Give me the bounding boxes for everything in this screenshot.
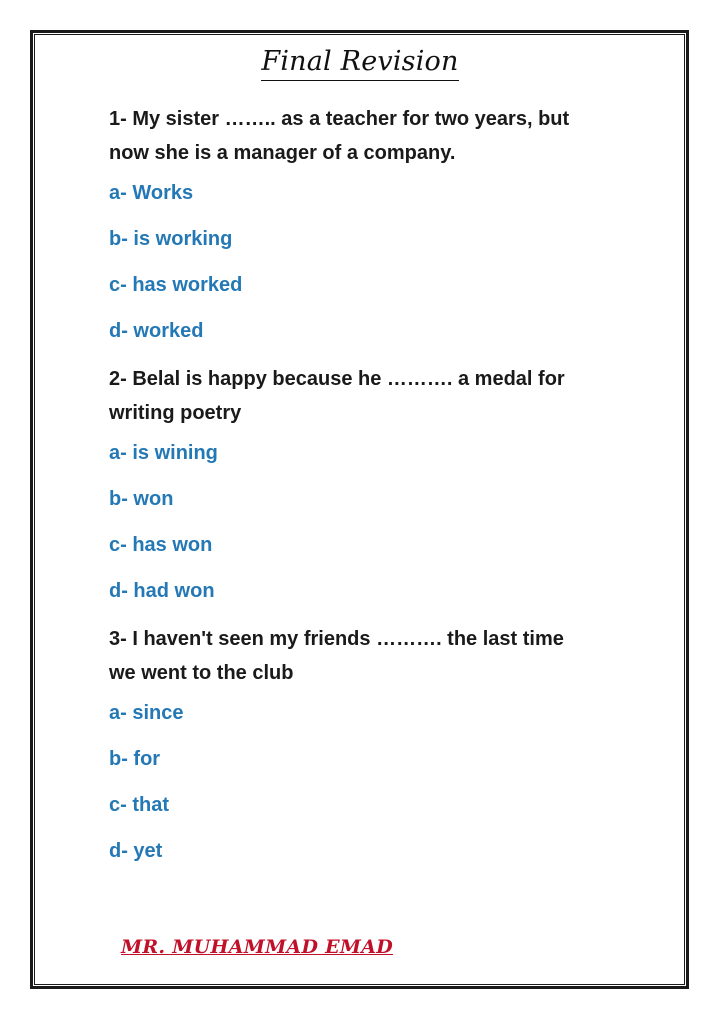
- option-b: b- for: [109, 748, 161, 770]
- option-a: a- since: [109, 702, 184, 724]
- option-a: a- Works: [109, 182, 194, 204]
- question-list: [109, 102, 629, 882]
- author-signature: MR. MUHAMMAD EMAD: [121, 936, 394, 958]
- option-b: b- is working: [109, 228, 233, 250]
- option-c: c- has won: [109, 534, 213, 556]
- question-block-1: [109, 102, 629, 362]
- option-c: c- has worked: [109, 274, 243, 296]
- question-text: 3- I haven't seen my friends ………. the last time we went to the club: [109, 628, 564, 684]
- page-title-text: Final Revision: [261, 46, 458, 81]
- option-d: d- had won: [109, 580, 215, 602]
- option-b: b- won: [109, 488, 174, 510]
- option-d: d- yet: [109, 840, 163, 862]
- question-block-2: [109, 362, 629, 622]
- option-d: d- worked: [109, 320, 204, 342]
- question-text: 2- Belal is happy because he ………. a medal for writing poetry: [109, 368, 565, 424]
- question-text: 1- My sister …….. as a teacher for two years, but now she is a manager of a company.: [109, 108, 570, 164]
- question-block-3: [109, 622, 629, 882]
- option-c: c- that: [109, 794, 169, 816]
- page-title: [0, 46, 720, 77]
- option-a: a- is wining: [109, 442, 218, 464]
